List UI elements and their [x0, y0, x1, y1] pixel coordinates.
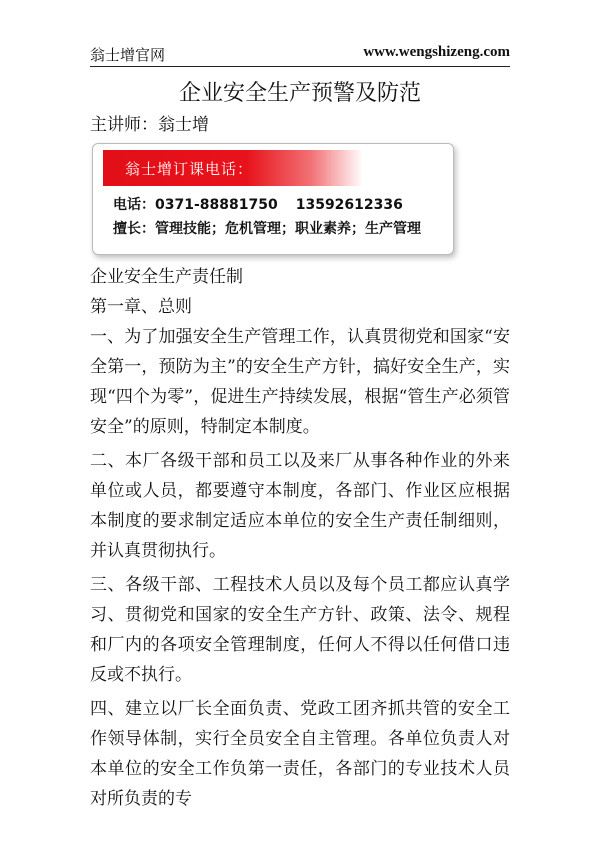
skills-line: 擅长：管理技能；危机管理；职业素养；生产管理 [113, 221, 421, 237]
document-title: 企业安全生产预警及防范 [178, 81, 421, 106]
mobile-number: 13592612336 [295, 197, 403, 213]
contact-banner-text: 翁士增订课电话： [125, 160, 254, 178]
paragraph: 四、建立以厂长全面负责、党政工团齐抓共管的安全工作领导体制，实行全员安全自主管理。各单位负责人对本单位的安全工作负第一责任，各部门的专业技术人员对所负责的专 [90, 699, 510, 809]
paragraph: 一、为了加强安全生产管理工作，认真贯彻党和国家“安全第一，预防为主”的安全生产方针，搞好安全生产，实现“四个为零”，促进生产持续发展，根据“管生产必须管安全”的原则，特制定本制度。 [90, 327, 510, 437]
page-header [90, 40, 510, 67]
site-name: 翁士增官网 [90, 46, 166, 64]
phone-number: 电话：0371-88881750 [113, 197, 278, 213]
paragraph: 三、各级干部、工程技术人员以及每个员工都应认真学习、贯彻党和国家的安全生产方针、政策、法令、规程和厂内的各项安全管理制度，任何人不得以任何借口违反或不执行。 [90, 575, 510, 685]
paragraph: 二、本厂各级干部和员工以及来厂从事各种作业的外来单位或人员，都要遵守本制度，各部门、作业区应根据本制度的要求制定适应本单位的安全生产责任制细则，并认真贯彻执行。 [90, 451, 510, 561]
contact-card [92, 143, 454, 255]
phone-line [113, 194, 403, 214]
document-body [90, 262, 510, 818]
section-title: 企业安全生产责任制 [90, 267, 243, 287]
lecturer-line: 主讲师：翁士增 [90, 115, 209, 135]
site-url-link[interactable]: www.wengshizeng.com [363, 44, 510, 60]
chapter-heading: 第一章、总则 [90, 297, 192, 317]
contact-banner [103, 150, 363, 186]
